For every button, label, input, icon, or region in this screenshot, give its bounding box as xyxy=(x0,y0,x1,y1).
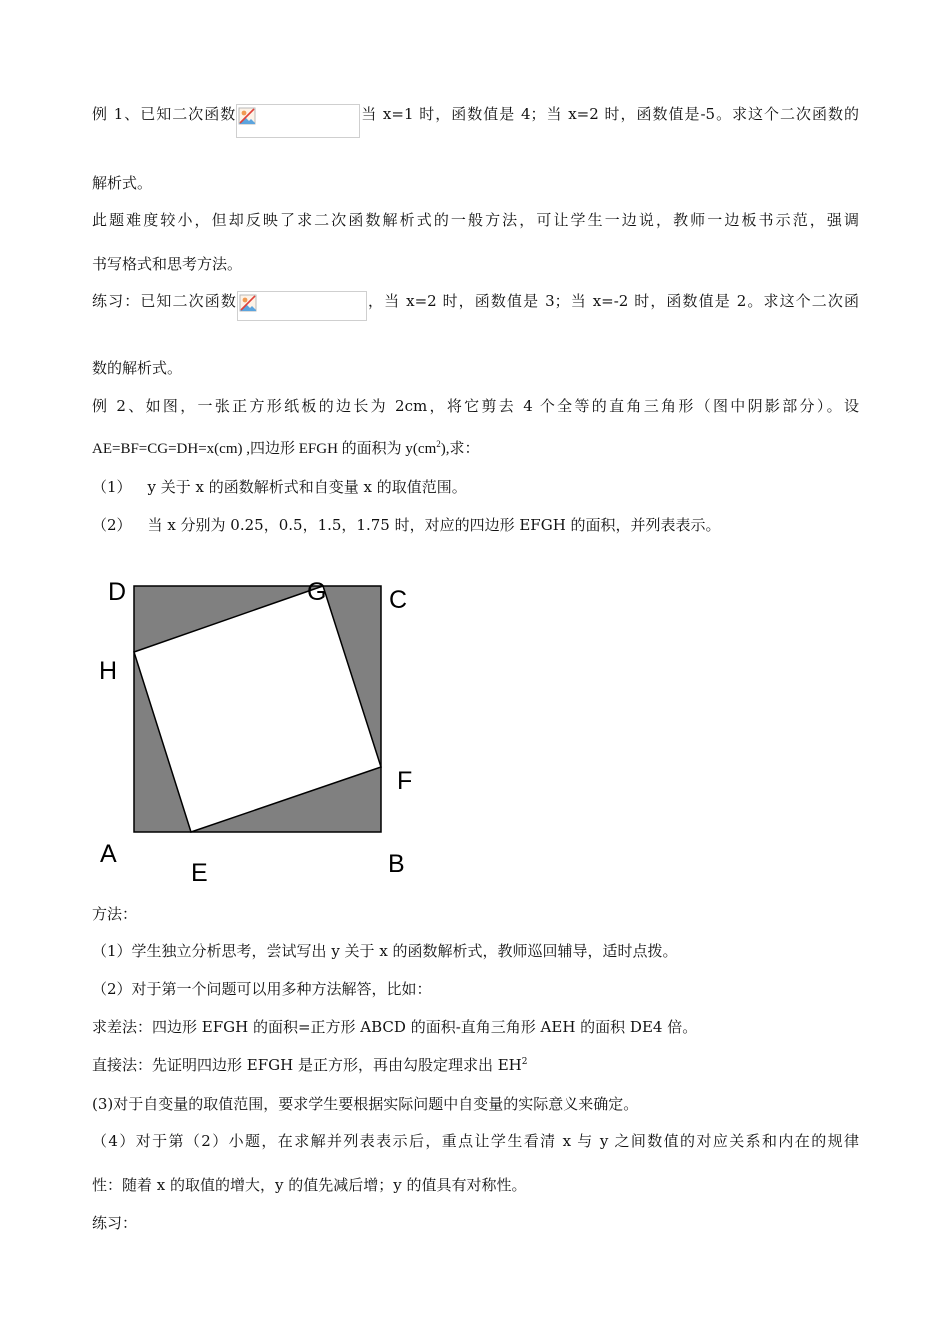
exercise1-suffix: ，当 x=2 时，函数值是 3；当 x=-2 时，函数值是 2。求这个二次函 xyxy=(366,292,859,310)
example2-line2-b: ),求： xyxy=(440,441,480,457)
note1-line1: 此题难度较小，但却反映了求二次函数解析式的一般方法，可让学生一边说，教师一边板书示范，强调 xyxy=(92,211,859,229)
method-step-3: (3)对于自变量的取值范围，要求学生要根据实际问题中自变量的实际意义来确定。 xyxy=(92,1095,639,1113)
exercise1-line xyxy=(92,291,859,321)
label-F: F xyxy=(397,767,413,795)
example1-line xyxy=(92,104,859,138)
question-2-number: （2） xyxy=(92,516,132,534)
exercise1-continuation: 数的解析式。 xyxy=(92,359,183,377)
label-H: H xyxy=(99,657,118,685)
method-step-1: （1）学生独立分析思考，尝试写出 y 关于 x 的函数解析式，教师巡回辅导，适时点拨。 xyxy=(92,942,678,960)
exercise2-title: 练习： xyxy=(92,1214,138,1232)
label-B: B xyxy=(388,850,405,878)
method-direct-sup: 2 xyxy=(521,1057,528,1067)
method-direct xyxy=(92,1055,528,1075)
question-1-text: y 关于 x 的函数解析式和自变量 x 的取值范围。 xyxy=(147,478,467,496)
method-title: 方法： xyxy=(92,905,138,923)
broken-image-icon xyxy=(239,294,257,312)
label-E: E xyxy=(191,859,208,887)
exercise1-prefix: 练习：已知二次函数 xyxy=(92,292,237,310)
method-step-4-line1: （4）对于第（2）小题，在求解并列表表示后，重点让学生看清 x 与 y 之间数值的对应关系和内在的规律 xyxy=(92,1132,859,1150)
method-direct-text: 直接法：先证明四边形 EFGH 是正方形，再由勾股定理求出 EH xyxy=(92,1056,522,1074)
question-1 xyxy=(92,477,467,497)
example2-line1: 例 2、如图，一张正方形纸板的边长为 2cm，将它剪去 4 个全等的直角三角形（图中阴影部分）。设 xyxy=(92,397,859,415)
example2-line2 xyxy=(92,439,480,459)
question-2 xyxy=(92,515,721,535)
example1-suffix: 当 x=1 时，函数值是 4；当 x=2 时，函数值是-5。求这个二次函数的 xyxy=(360,105,859,123)
method-step-2: （2）对于第一个问题可以用多种方法解答，比如： xyxy=(92,980,432,998)
label-G: G xyxy=(307,578,327,606)
square-figure xyxy=(95,572,425,892)
broken-image-icon xyxy=(238,107,256,125)
example1-formula-image xyxy=(236,104,360,138)
example2-line2-a: AE=BF=CG=DH=x(cm) ,四边形 EFGH 的面积为 y(cm xyxy=(92,441,437,457)
note1-line2: 书写格式和思考方法。 xyxy=(92,255,243,273)
label-A: A xyxy=(100,840,117,868)
example1-continuation: 解析式。 xyxy=(92,174,153,192)
method-difference: 求差法：四边形 EFGH 的面积=正方形 ABCD 的面积-直角三角形 AEH 的面积 DE4 倍。 xyxy=(92,1018,698,1036)
method-step-4-line2: 性：随着 x 的取值的增大，y 的值先减后增；y 的值具有对称性。 xyxy=(92,1176,527,1194)
example2-line2-sup: 2 xyxy=(436,439,441,449)
label-C: C xyxy=(389,586,408,614)
label-D: D xyxy=(108,578,127,606)
example1-prefix: 例 1、已知二次函数 xyxy=(92,105,237,123)
question-2-text: 当 x 分别为 0.25，0.5，1.5，1.75 时，对应的四边形 EFGH 的面积，并列表表示。 xyxy=(147,516,721,534)
exercise1-formula-image xyxy=(237,291,367,321)
question-1-number: （1） xyxy=(92,478,132,496)
